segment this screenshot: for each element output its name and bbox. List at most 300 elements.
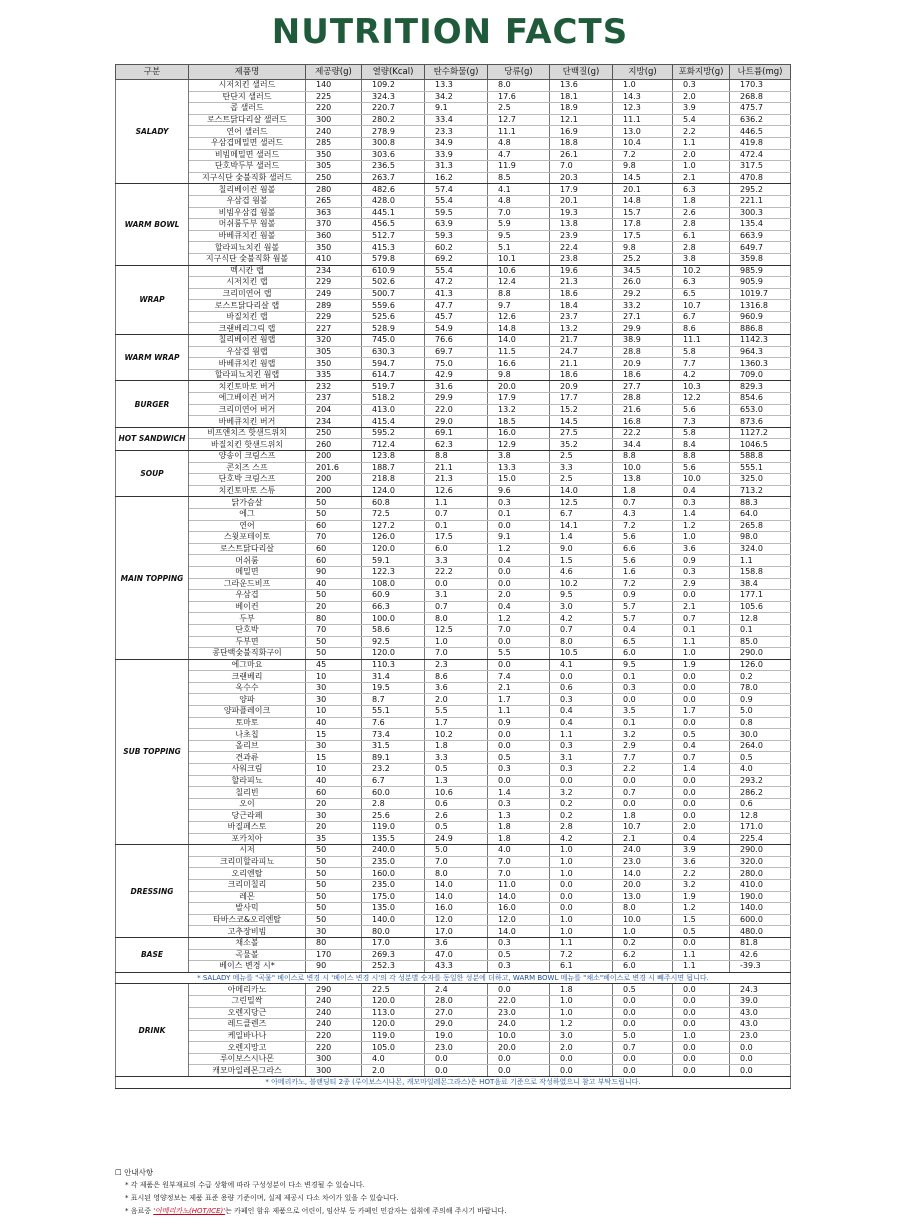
value-cell: 1.8: [613, 810, 673, 822]
value-cell: 502.6: [362, 277, 425, 289]
value-cell: 237: [306, 393, 362, 405]
product-name-cell: 그린밀싹: [189, 995, 306, 1007]
value-cell: 2.1: [613, 833, 673, 845]
value-cell: 72.5: [362, 508, 425, 520]
value-cell: 0.0: [673, 798, 730, 810]
table-row: [116, 404, 791, 416]
value-cell: 50: [306, 879, 362, 891]
table-row: [116, 462, 791, 474]
value-cell: 6.7: [362, 775, 425, 787]
value-cell: 12.6: [488, 311, 550, 323]
value-cell: 1.0: [550, 856, 613, 868]
value-cell: 482.6: [362, 184, 425, 196]
value-cell: 1.0: [550, 914, 613, 926]
product-name-cell: 치킨토마토 버거: [189, 381, 306, 393]
value-cell: 0.7: [673, 752, 730, 764]
value-cell: 7.0: [550, 161, 613, 173]
value-cell: 2.8: [550, 822, 613, 834]
value-cell: 0.8: [730, 717, 791, 729]
product-name-cell: 옥수수: [189, 682, 306, 694]
value-cell: 10.7: [673, 300, 730, 312]
value-cell: 1.0: [550, 845, 613, 857]
value-cell: 1046.5: [730, 439, 791, 451]
category-cell: DRINK: [116, 984, 189, 1077]
value-cell: 500.7: [362, 288, 425, 300]
value-cell: 1.1: [425, 497, 488, 509]
value-cell: 5.7: [613, 613, 673, 625]
value-cell: 127.2: [362, 520, 425, 532]
table-row: [116, 532, 791, 544]
value-cell: 0.3: [673, 566, 730, 578]
value-cell: 18.1: [550, 91, 613, 103]
category-cell: MAIN TOPPING: [116, 497, 189, 659]
value-cell: 12.5: [550, 497, 613, 509]
value-cell: 2.8: [673, 242, 730, 254]
value-cell: 1.7: [488, 694, 550, 706]
value-cell: 10.0: [673, 474, 730, 486]
value-cell: 2.5: [488, 103, 550, 115]
value-cell: 0.0: [673, 1019, 730, 1031]
value-cell: 40: [306, 578, 362, 590]
table-row: [116, 288, 791, 300]
product-name-cell: 탄단지 샐러드: [189, 91, 306, 103]
value-cell: 15.7: [613, 207, 673, 219]
product-name-cell: 비빔우삼겹 웜볼: [189, 207, 306, 219]
product-name-cell: 베이컨: [189, 601, 306, 613]
product-name-cell: 사워크림: [189, 764, 306, 776]
value-cell: 1.7: [425, 717, 488, 729]
table-row: [116, 393, 791, 405]
value-cell: 23.0: [425, 1042, 488, 1054]
value-cell: 42.6: [730, 949, 791, 961]
guide-line-3-post: 는 카페인 함유 제품으로 어린이, 임산부 등 카페인 민감자는 섭취에 주의해 주시기 바랍니다.: [225, 1207, 507, 1215]
value-cell: 3.8: [673, 253, 730, 265]
value-cell: 3.5: [613, 706, 673, 718]
value-cell: 280.2: [362, 114, 425, 126]
value-cell: 7.7: [673, 358, 730, 370]
value-cell: 13.2: [550, 323, 613, 335]
value-cell: 2.0: [425, 694, 488, 706]
value-cell: 200: [306, 451, 362, 463]
value-cell: 2.1: [673, 601, 730, 613]
value-cell: 17.9: [488, 393, 550, 405]
value-cell: 0.4: [673, 485, 730, 497]
value-cell: 70: [306, 624, 362, 636]
value-cell: 595.2: [362, 427, 425, 439]
value-cell: 2.8: [673, 219, 730, 231]
table-row: [116, 775, 791, 787]
value-cell: 140: [306, 80, 362, 92]
value-cell: 7.2: [550, 949, 613, 961]
value-cell: 370: [306, 219, 362, 231]
table-row: [116, 416, 791, 428]
value-cell: 0.0: [673, 682, 730, 694]
product-name-cell: 시저치킨 랩: [189, 277, 306, 289]
product-name-cell: 타바스코&오리엔탈: [189, 914, 306, 926]
value-cell: 305: [306, 346, 362, 358]
value-cell: 5.6: [613, 532, 673, 544]
table-row: [116, 207, 791, 219]
value-cell: 1.5: [673, 914, 730, 926]
value-cell: 30: [306, 926, 362, 938]
value-cell: 0.0: [488, 729, 550, 741]
value-cell: 3.8: [488, 451, 550, 463]
product-name-cell: 케일바나나: [189, 1030, 306, 1042]
header-cell: 열량(Kcal): [362, 65, 425, 80]
value-cell: 300.3: [730, 207, 791, 219]
value-cell: 428.0: [362, 195, 425, 207]
value-cell: 23.0: [488, 1007, 550, 1019]
value-cell: 33.2: [613, 300, 673, 312]
value-cell: 10.2: [673, 265, 730, 277]
value-cell: 12.6: [425, 485, 488, 497]
value-cell: 269.3: [362, 949, 425, 961]
table-row: [116, 137, 791, 149]
value-cell: 829.3: [730, 381, 791, 393]
value-cell: 3.2: [550, 787, 613, 799]
value-cell: 7.3: [673, 416, 730, 428]
value-cell: 75.0: [425, 358, 488, 370]
value-cell: 58.6: [362, 624, 425, 636]
value-cell: 200: [306, 474, 362, 486]
value-cell: 854.6: [730, 393, 791, 405]
value-cell: 12.0: [488, 914, 550, 926]
value-cell: 20.3: [550, 172, 613, 184]
value-cell: 0.2: [550, 798, 613, 810]
value-cell: 0.0: [488, 659, 550, 671]
value-cell: 201.6: [306, 462, 362, 474]
value-cell: 1.1: [673, 636, 730, 648]
table-row: [116, 300, 791, 312]
product-name-cell: 할라피뇨치킨 웜랩: [189, 369, 306, 381]
value-cell: 317.5: [730, 161, 791, 173]
value-cell: 8.6: [425, 671, 488, 683]
product-name-cell: 우삼겹 웜볼: [189, 195, 306, 207]
value-cell: 7.0: [488, 624, 550, 636]
value-cell: 23.0: [730, 1030, 791, 1042]
value-cell: 10.2: [550, 578, 613, 590]
value-cell: 34.9: [425, 137, 488, 149]
value-cell: 0.0: [673, 1042, 730, 1054]
value-cell: 0.0: [488, 1065, 550, 1077]
value-cell: 4.2: [673, 369, 730, 381]
value-cell: 27.1: [613, 311, 673, 323]
value-cell: 16.2: [425, 172, 488, 184]
product-name-cell: 바베큐치킨 버거: [189, 416, 306, 428]
value-cell: 50: [306, 590, 362, 602]
product-name-cell: 할라피뇨: [189, 775, 306, 787]
value-cell: 108.0: [362, 578, 425, 590]
value-cell: 232: [306, 381, 362, 393]
page-title: NUTRITION FACTS: [271, 12, 629, 52]
value-cell: 324.3: [362, 91, 425, 103]
product-name-cell: 포카치아: [189, 833, 306, 845]
value-cell: 3.3: [425, 555, 488, 567]
value-cell: 0.0: [488, 1053, 550, 1065]
value-cell: 1.0: [550, 1007, 613, 1019]
value-cell: 10.4: [613, 137, 673, 149]
value-cell: 1.8: [550, 984, 613, 996]
value-cell: 204: [306, 404, 362, 416]
header-cell: 당류(g): [488, 65, 550, 80]
table-row: [116, 381, 791, 393]
value-cell: 29.0: [425, 416, 488, 428]
value-cell: 0.0: [673, 810, 730, 822]
value-cell: 3.1: [550, 752, 613, 764]
value-cell: 109.2: [362, 80, 425, 92]
value-cell: 1.4: [550, 532, 613, 544]
value-cell: 0.0: [488, 636, 550, 648]
value-cell: 0.0: [613, 775, 673, 787]
value-cell: 415.4: [362, 416, 425, 428]
value-cell: 0.5: [730, 752, 791, 764]
value-cell: 20.1: [550, 195, 613, 207]
table-row: [116, 995, 791, 1007]
value-cell: 350: [306, 358, 362, 370]
value-cell: 559.6: [362, 300, 425, 312]
value-cell: 0.2: [550, 810, 613, 822]
value-cell: 11.1: [613, 114, 673, 126]
value-cell: 1.1: [673, 949, 730, 961]
value-cell: 873.6: [730, 416, 791, 428]
value-cell: 0.0: [673, 671, 730, 683]
value-cell: 17.0: [425, 926, 488, 938]
value-cell: 10: [306, 706, 362, 718]
value-cell: 0.5: [488, 949, 550, 961]
value-cell: 92.5: [362, 636, 425, 648]
value-cell: 8.7: [362, 694, 425, 706]
value-cell: 1.2: [488, 543, 550, 555]
category-cell: HOT SANDWICH: [116, 427, 189, 450]
value-cell: 126.0: [362, 532, 425, 544]
value-cell: 525.6: [362, 311, 425, 323]
value-cell: 18.9: [550, 103, 613, 115]
value-cell: 33.9: [425, 149, 488, 161]
product-name-cell: 에그마요: [189, 659, 306, 671]
value-cell: 17.8: [613, 219, 673, 231]
value-cell: 18.6: [550, 288, 613, 300]
product-name-cell: 연어 샐러드: [189, 126, 306, 138]
value-cell: 0.9: [488, 717, 550, 729]
table-row: [116, 497, 791, 509]
value-cell: 26.0: [613, 277, 673, 289]
value-cell: 220: [306, 103, 362, 115]
product-name-cell: 캐모마일레몬그라스: [189, 1065, 306, 1077]
value-cell: 0.7: [613, 497, 673, 509]
value-cell: 5.5: [488, 648, 550, 660]
value-cell: 240: [306, 995, 362, 1007]
value-cell: 7.0: [488, 868, 550, 880]
value-cell: 456.5: [362, 219, 425, 231]
value-cell: 0.4: [550, 706, 613, 718]
value-cell: 636.2: [730, 114, 791, 126]
value-cell: 41.3: [425, 288, 488, 300]
product-name-cell: 에그: [189, 508, 306, 520]
value-cell: 8.0: [613, 903, 673, 915]
value-cell: 410: [306, 253, 362, 265]
value-cell: 0.0: [488, 984, 550, 996]
value-cell: 1.1: [550, 937, 613, 949]
value-cell: 120.0: [362, 1019, 425, 1031]
value-cell: 5.0: [730, 706, 791, 718]
value-cell: 1.1: [730, 555, 791, 567]
value-cell: 69.2: [425, 253, 488, 265]
value-cell: 12.2: [673, 393, 730, 405]
value-cell: 35.2: [550, 439, 613, 451]
value-cell: 4.2: [550, 613, 613, 625]
value-cell: 250: [306, 427, 362, 439]
value-cell: 0.3: [550, 740, 613, 752]
product-name-cell: 곡물볼: [189, 949, 306, 961]
category-cell: SOUP: [116, 451, 189, 497]
table-row: [116, 822, 791, 834]
value-cell: 2.0: [362, 1065, 425, 1077]
value-cell: 2.3: [425, 659, 488, 671]
value-cell: 12.9: [488, 439, 550, 451]
value-cell: 2.0: [673, 149, 730, 161]
table-row: [116, 937, 791, 949]
value-cell: 280.0: [730, 868, 791, 880]
product-name-cell: 고추장비빔: [189, 926, 306, 938]
value-cell: 13.2: [488, 404, 550, 416]
guide-line-1: * 각 제품은 원부재료의 수급 상황에 따라 구성성분이 다소 변경될 수 있습니다.: [125, 1181, 365, 1189]
value-cell: 14.5: [550, 416, 613, 428]
value-cell: 300.8: [362, 137, 425, 149]
value-cell: 22.5: [362, 984, 425, 996]
value-cell: 55.4: [425, 195, 488, 207]
value-cell: 158.8: [730, 566, 791, 578]
value-cell: 19.0: [425, 1030, 488, 1042]
value-cell: -39.3: [730, 961, 791, 973]
value-cell: 35: [306, 833, 362, 845]
value-cell: 3.1: [425, 590, 488, 602]
product-name-cell: 크리미연어 버거: [189, 404, 306, 416]
product-name-cell: 바베큐치킨 웜볼: [189, 230, 306, 242]
value-cell: 16.9: [550, 126, 613, 138]
value-cell: 22.0: [425, 404, 488, 416]
category-cell: BURGER: [116, 381, 189, 427]
value-cell: 0.0: [488, 775, 550, 787]
value-cell: 1.7: [673, 706, 730, 718]
table-row: [116, 752, 791, 764]
value-cell: 9.8: [613, 161, 673, 173]
table-row: [116, 1019, 791, 1031]
value-cell: 579.8: [362, 253, 425, 265]
value-cell: 960.9: [730, 311, 791, 323]
value-cell: 1.0: [550, 995, 613, 1007]
value-cell: 0.5: [425, 822, 488, 834]
value-cell: 0.0: [550, 1053, 613, 1065]
value-cell: 3.0: [550, 601, 613, 613]
value-cell: 0.1: [613, 717, 673, 729]
value-cell: 9.8: [613, 242, 673, 254]
value-cell: 6.5: [673, 288, 730, 300]
table-row: [116, 682, 791, 694]
value-cell: 5.0: [613, 1030, 673, 1042]
value-cell: 1.9: [673, 891, 730, 903]
value-cell: 10.1: [488, 253, 550, 265]
value-cell: 126.0: [730, 659, 791, 671]
value-cell: 709.0: [730, 369, 791, 381]
value-cell: 14.0: [550, 485, 613, 497]
value-cell: 60: [306, 555, 362, 567]
value-cell: 2.9: [673, 578, 730, 590]
table-row: [116, 613, 791, 625]
value-cell: 0.6: [730, 798, 791, 810]
table-row: [116, 335, 791, 347]
value-cell: 17.5: [425, 532, 488, 544]
value-cell: 100.0: [362, 613, 425, 625]
value-cell: 15.0: [488, 474, 550, 486]
value-cell: 43.0: [730, 1019, 791, 1031]
value-cell: 300: [306, 1065, 362, 1077]
value-cell: 229: [306, 311, 362, 323]
value-cell: 1.8: [488, 822, 550, 834]
value-cell: 235.0: [362, 879, 425, 891]
value-cell: 290: [306, 984, 362, 996]
table-row: [116, 578, 791, 590]
table-row: [116, 323, 791, 335]
value-cell: 1.8: [488, 833, 550, 845]
value-cell: 1.0: [673, 532, 730, 544]
table-note: * SALADY 메뉴를 "곡물" 베이스로 변경 시 '베이스 변경 시'의 각 성분별 숫자를 동일한 성분에 더하고, WARM BOWL 메뉴를 "채소"베이스로 변경 시 빼주시면 됩니다.: [116, 972, 791, 984]
value-cell: 1142.3: [730, 335, 791, 347]
value-cell: 1316.8: [730, 300, 791, 312]
value-cell: 80: [306, 613, 362, 625]
value-cell: 7.7: [613, 752, 673, 764]
value-cell: 2.4: [425, 984, 488, 996]
value-cell: 30: [306, 694, 362, 706]
value-cell: 1.1: [673, 961, 730, 973]
guide-line-2: * 표시된 영양정보는 제품 표준 용량 기준이며, 실제 제공시 다소 차이가 있을 수 있습니다.: [125, 1194, 399, 1202]
value-cell: 13.8: [613, 474, 673, 486]
product-name-cell: 로스트닭다리살 샐러드: [189, 114, 306, 126]
value-cell: 0.3: [488, 764, 550, 776]
value-cell: 10.6: [488, 265, 550, 277]
product-name-cell: 발사믹: [189, 903, 306, 915]
value-cell: 0.0: [425, 578, 488, 590]
product-name-cell: 오리엔탈: [189, 868, 306, 880]
product-name-cell: 멕시칸 랩: [189, 265, 306, 277]
category-cell: WARM WRAP: [116, 335, 189, 381]
value-cell: 39.0: [730, 995, 791, 1007]
value-cell: 0.0: [730, 1065, 791, 1077]
product-name-cell: 닭가슴살: [189, 497, 306, 509]
value-cell: 11.0: [488, 879, 550, 891]
value-cell: 7.4: [488, 671, 550, 683]
value-cell: 0.0: [673, 787, 730, 799]
value-cell: 24.7: [550, 346, 613, 358]
value-cell: 9.7: [488, 300, 550, 312]
value-cell: 14.3: [613, 91, 673, 103]
table-row: [116, 1030, 791, 1042]
value-cell: 0.0: [550, 891, 613, 903]
value-cell: 0.0: [550, 671, 613, 683]
table-row: [116, 265, 791, 277]
value-cell: 11.1: [488, 126, 550, 138]
value-cell: 1.9: [673, 659, 730, 671]
value-cell: 0.1: [488, 508, 550, 520]
value-cell: 2.5: [550, 474, 613, 486]
value-cell: 18.8: [550, 137, 613, 149]
value-cell: 1.6: [613, 566, 673, 578]
value-cell: 19.6: [550, 265, 613, 277]
value-cell: 4.6: [550, 566, 613, 578]
value-cell: 713.2: [730, 485, 791, 497]
value-cell: 43.3: [425, 961, 488, 973]
value-cell: 293.2: [730, 775, 791, 787]
value-cell: 1.2: [488, 613, 550, 625]
